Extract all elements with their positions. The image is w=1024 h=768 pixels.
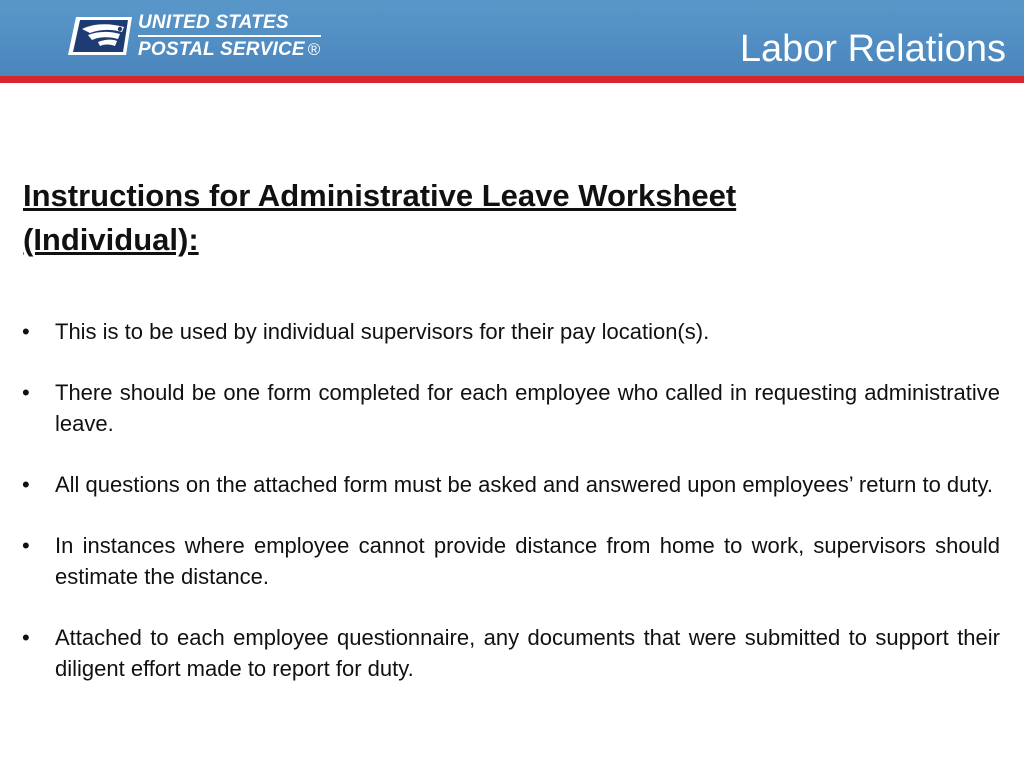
eagle-logo-icon: [68, 15, 134, 57]
list-item: [22, 316, 1000, 347]
logo-line-1: UNITED STATES: [138, 13, 321, 37]
bullet-icon: •: [22, 625, 30, 650]
list-item-text: There should be one form completed for each employee who called in requesting administrative leave.: [55, 380, 1000, 436]
bullet-icon: •: [22, 533, 30, 558]
list-item-text: This is to be used by individual supervisors for their pay location(s).: [55, 319, 710, 344]
logo-wordmark: [138, 13, 321, 59]
list-item: [22, 622, 1000, 684]
logo-line-2-text: POSTAL SERVICE: [138, 39, 305, 60]
usps-logo: [68, 12, 321, 60]
bullet-icon: •: [22, 472, 30, 497]
header-divider: [0, 76, 1024, 83]
list-item-text: In instances where employee cannot provide distance from home to work, supervisors should estimate the distance.: [55, 533, 1000, 589]
bullet-icon: •: [22, 319, 30, 344]
list-item: [22, 530, 1000, 592]
bullet-icon: •: [22, 380, 30, 405]
list-item: [22, 377, 1000, 439]
list-item-text: All questions on the attached form must be asked and answered upon employees’ return to duty.: [55, 472, 993, 497]
header-title: Labor Relations: [739, 28, 1006, 70]
registered-mark: ®: [307, 40, 321, 59]
logo-line-2: [138, 37, 321, 59]
page-heading: Instructions for Administrative Leave Worksheet (Individual):: [23, 178, 737, 257]
list-item: [22, 469, 1000, 500]
list-item-text: Attached to each employee questionnaire, any documents that were submitted to support their diligent effort made to report for duty.: [55, 625, 1000, 681]
instruction-list: [22, 316, 1000, 714]
slide-header: [0, 0, 1024, 76]
